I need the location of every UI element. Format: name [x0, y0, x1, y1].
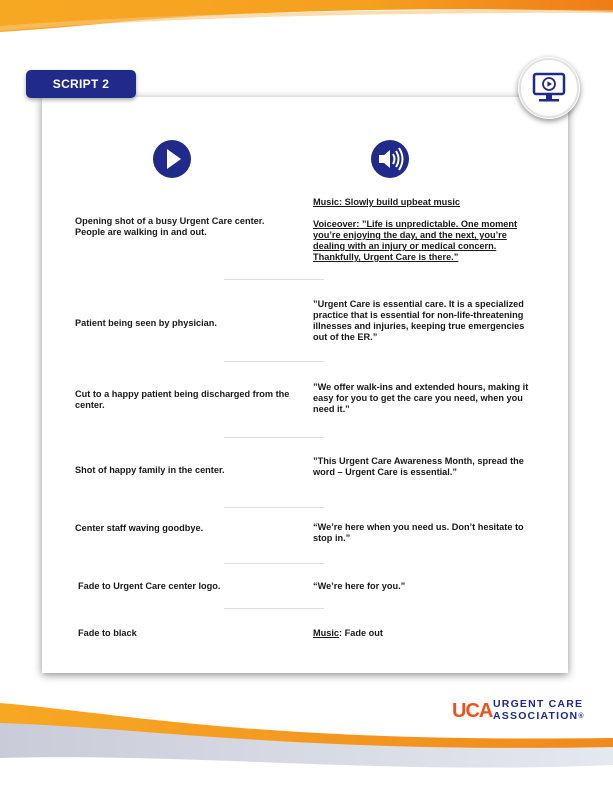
row-divider — [224, 563, 324, 564]
row-divider — [224, 608, 324, 609]
audio-cell-1-voiceover: Voiceover: ”Life is unpredictable. One moment you’re enjoying the day, and the next, you’re dealing with an injury or medical concern. Thankfully, Urgent Care is there.” — [313, 219, 518, 262]
visual-cell-5: Center staff waving goodbye. — [75, 523, 204, 533]
script-tab-label: SCRIPT 2 — [26, 70, 136, 98]
top-swoosh-decoration — [0, 0, 613, 60]
visual-cell-4: Shot of happy family in the center. — [75, 465, 225, 475]
speaker-icon — [370, 139, 410, 179]
audio-cell-1-music: Music: Slowly build upbeat music — [313, 197, 461, 207]
audio-cell-4: ”This Urgent Care Awareness Month, spread the word – Urgent Care is essential.” — [313, 456, 524, 477]
uca-logo-text — [493, 699, 585, 722]
monitor-badge — [518, 57, 580, 119]
visual-cell-6: Fade to Urgent Care center logo. — [78, 581, 221, 591]
row-divider — [224, 279, 324, 280]
visual-cell-2: Patient being seen by physician. — [75, 318, 217, 328]
row-divider — [224, 507, 324, 508]
audio-cell-5: “We’re here when you need us. Don’t hesitate to stop in.” — [313, 522, 524, 543]
logo-line-1: URGENT CARE — [493, 698, 584, 710]
audio-cell-6: “We’re here for you.” — [313, 581, 406, 591]
audio-cell-7-label: Music — [313, 628, 340, 638]
play-icon — [152, 139, 192, 179]
logo-trademark: ® — [578, 712, 585, 720]
uca-logo-mark: UCA — [452, 700, 493, 722]
audio-cell-7 — [313, 628, 538, 639]
audio-cell-7-text: : Fade out — [339, 628, 383, 638]
visual-cell-7: Fade to black — [78, 628, 137, 638]
row-divider — [224, 361, 324, 362]
audio-cell-3: ”We offer walk-ins and extended hours, making it easy for you to get the care you need, when you need it.” — [313, 382, 529, 414]
monitor-play-icon — [518, 57, 580, 119]
uca-logo — [452, 698, 592, 724]
logo-line-2: ASSOCIATION — [493, 709, 579, 722]
audio-cell-2: ”Urgent Care is essential care. It is a specialized practice that is essential for non-life-threatening illnesses and injuries, keeping true emergencies out of the ER.” — [313, 299, 525, 342]
visual-cell-1: Opening shot of a busy Urgent Care center. People are walking in and out. — [75, 216, 265, 237]
row-divider — [224, 437, 324, 438]
visual-cell-3: Cut to a happy patient being discharged from the center. — [75, 389, 290, 410]
